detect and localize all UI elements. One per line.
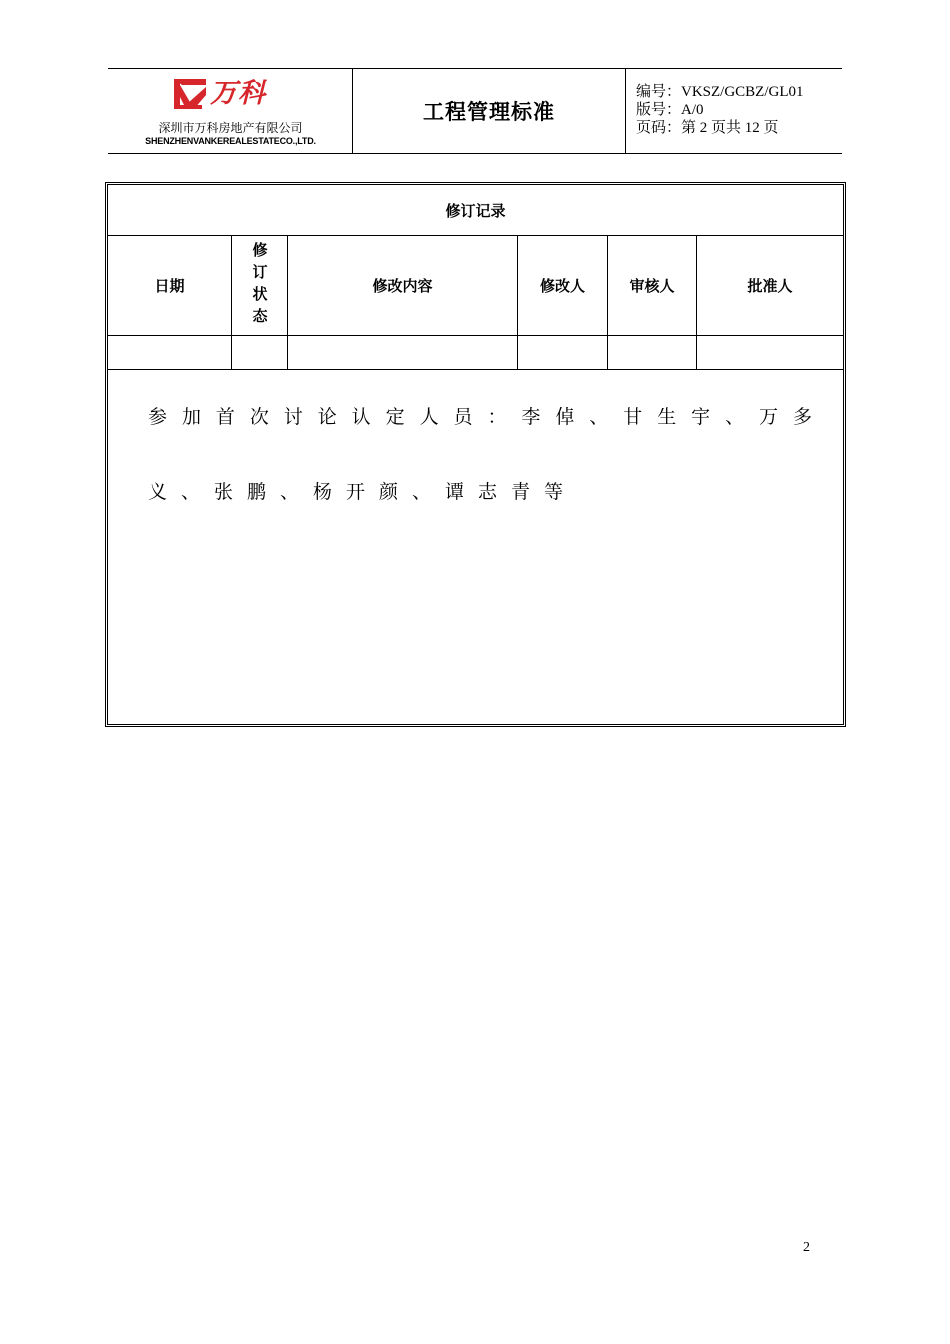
- table-cell: [697, 336, 843, 369]
- document-number: 编号：VKSZ/GCBZ/GL01: [636, 84, 804, 100]
- revision-status-label: 修订状态: [250, 241, 269, 330]
- table-cell: [288, 336, 518, 369]
- company-name-en: SHENZHENVANKEREALESTATECO.,LTD.: [145, 136, 316, 146]
- column-header-modifier: 修改人: [518, 236, 608, 335]
- document-header: [108, 68, 842, 154]
- revision-header-row: [108, 236, 843, 336]
- column-header-approver: 批准人: [747, 277, 793, 295]
- company-name-cn: 深圳市万科房地产有限公司: [158, 121, 303, 135]
- column-header-change-content: 修改内容: [288, 236, 518, 335]
- table-cell: [608, 336, 697, 369]
- document-version: 版号：A/0: [636, 102, 704, 118]
- column-header-date: 日期: [108, 236, 232, 335]
- vanke-logo-icon: [172, 77, 208, 111]
- table-cell: [108, 336, 232, 369]
- column-header-reviewer: 审核人: [608, 236, 697, 335]
- revision-record-title: 修订记录: [108, 185, 843, 236]
- logo-brand-text: 万科: [210, 78, 266, 109]
- table-row: [108, 336, 843, 370]
- document-title: 工程管理标准: [423, 100, 555, 124]
- column-header-revision-status: [232, 236, 288, 335]
- table-cell: [232, 336, 288, 369]
- title-block: [353, 69, 626, 153]
- company-logo-block: [108, 69, 353, 153]
- page-info: 页码：第 2 页共 12 页: [636, 120, 779, 136]
- page-number: 2: [803, 1240, 810, 1255]
- table-cell: [518, 336, 608, 369]
- discussion-participants: 参加首次讨论认定人员：李倬、甘生宇、万多义、张鹏、杨开颜、谭志青等: [148, 406, 826, 503]
- revision-record-table: [105, 182, 846, 727]
- document-meta: [626, 69, 842, 153]
